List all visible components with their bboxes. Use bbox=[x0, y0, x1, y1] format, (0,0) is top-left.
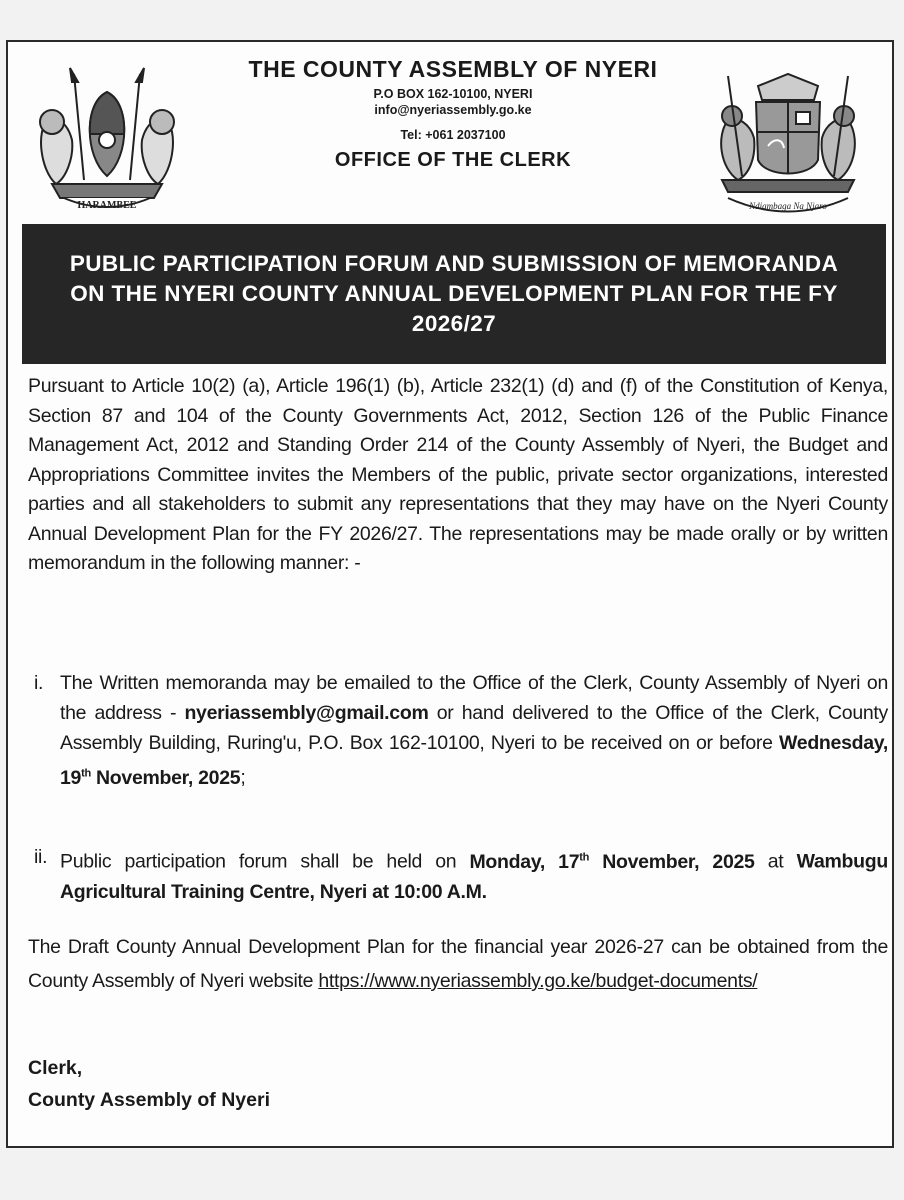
list-item-public-forum bbox=[28, 842, 888, 907]
draft-plan-paragraph bbox=[28, 930, 888, 998]
nyeri-motto: Ndiambaga Na Njaro bbox=[749, 201, 827, 211]
forum-date: Monday, 17th November, 2025 bbox=[469, 850, 755, 873]
item-text: Public participation forum shall be held on bbox=[60, 850, 470, 873]
notice-title-banner bbox=[22, 224, 886, 364]
list-item-content bbox=[60, 842, 888, 907]
list-item-number: i. bbox=[34, 672, 44, 694]
telephone: Tel: +061 2037100 bbox=[400, 128, 506, 142]
harambee-motto: HARAMBEE bbox=[77, 200, 137, 211]
office-title: OFFICE OF THE CLERK bbox=[334, 149, 572, 171]
kenya-coat-of-arms-emblem bbox=[22, 60, 192, 220]
list-item-number: ii. bbox=[34, 846, 48, 868]
item-text: at bbox=[754, 850, 797, 873]
budget-documents-link[interactable]: https://www.nyeriassembly.go.ke/budget-documents/ bbox=[318, 970, 758, 992]
list-item-content bbox=[60, 668, 888, 793]
item-text: or hand delivered to the Office of the Clerk, County Assembly Building, Ruring'u, P.O. Box 162-10100, Nyeri to be received on or before bbox=[60, 702, 889, 754]
intro-paragraph: Pursuant to Article 10(2) (a), Article 196(1) (b), Article 232(1) (d) and (f) of the Constitution of Kenya, Section 87 and 104 of the County Governments Act, 2012, Section 126 of the Public Finance Management Act, 2012 and Standing Order 214 of the County Assembly of Nyeri, the Budget and Appropriations Committee invites the Members of the public, private sector organizations, interested parties and all stakeholders to submit any representations that they may have on the Nyeri County Annual Development Plan for the FY 2026/27. The representations may be made orally or by written memorandum in the following manner: - bbox=[28, 375, 888, 574]
po-box: P.O BOX 162-10100, NYERI bbox=[373, 87, 533, 101]
assembly-title: THE COUNTY ASSEMBLY OF NYERI bbox=[248, 56, 658, 82]
notice-document bbox=[6, 40, 894, 1148]
item-text: The Written memoranda may be emailed to the Office of the Clerk, County Assembly of Nyeri on the address - bbox=[60, 672, 888, 724]
signature-org: County Assembly of Nyeri bbox=[28, 1089, 270, 1111]
submission-email[interactable]: nyeriassembly@gmail.com bbox=[184, 702, 429, 724]
contact-email[interactable]: info@nyeriassembly.go.ke bbox=[374, 103, 532, 117]
list-item-written-memoranda bbox=[28, 668, 888, 793]
signature-role: Clerk, bbox=[28, 1057, 83, 1079]
deadline-date: Wednesday, 19th November, 2025 bbox=[60, 732, 888, 789]
letterhead bbox=[188, 56, 718, 172]
nyeri-county-emblem bbox=[698, 56, 878, 226]
forum-venue: Wambugu Agricultural Training Centre, Nyeri at 10:00 A.M. bbox=[60, 850, 888, 903]
notice-title: PUBLIC PARTICIPATION FORUM AND SUBMISSION OF MEMORANDA ON THE NYERI COUNTY ANNUAL DEVELOPMENT PLAN FOR THE FY 2026/27 bbox=[69, 251, 839, 336]
item-text: ; bbox=[240, 766, 246, 789]
signature-block bbox=[28, 1052, 270, 1116]
draft-text: The Draft County Annual Development Plan for the financial year 2026-27 can be obtained from the County Assembly of Nyeri website bbox=[28, 936, 888, 992]
